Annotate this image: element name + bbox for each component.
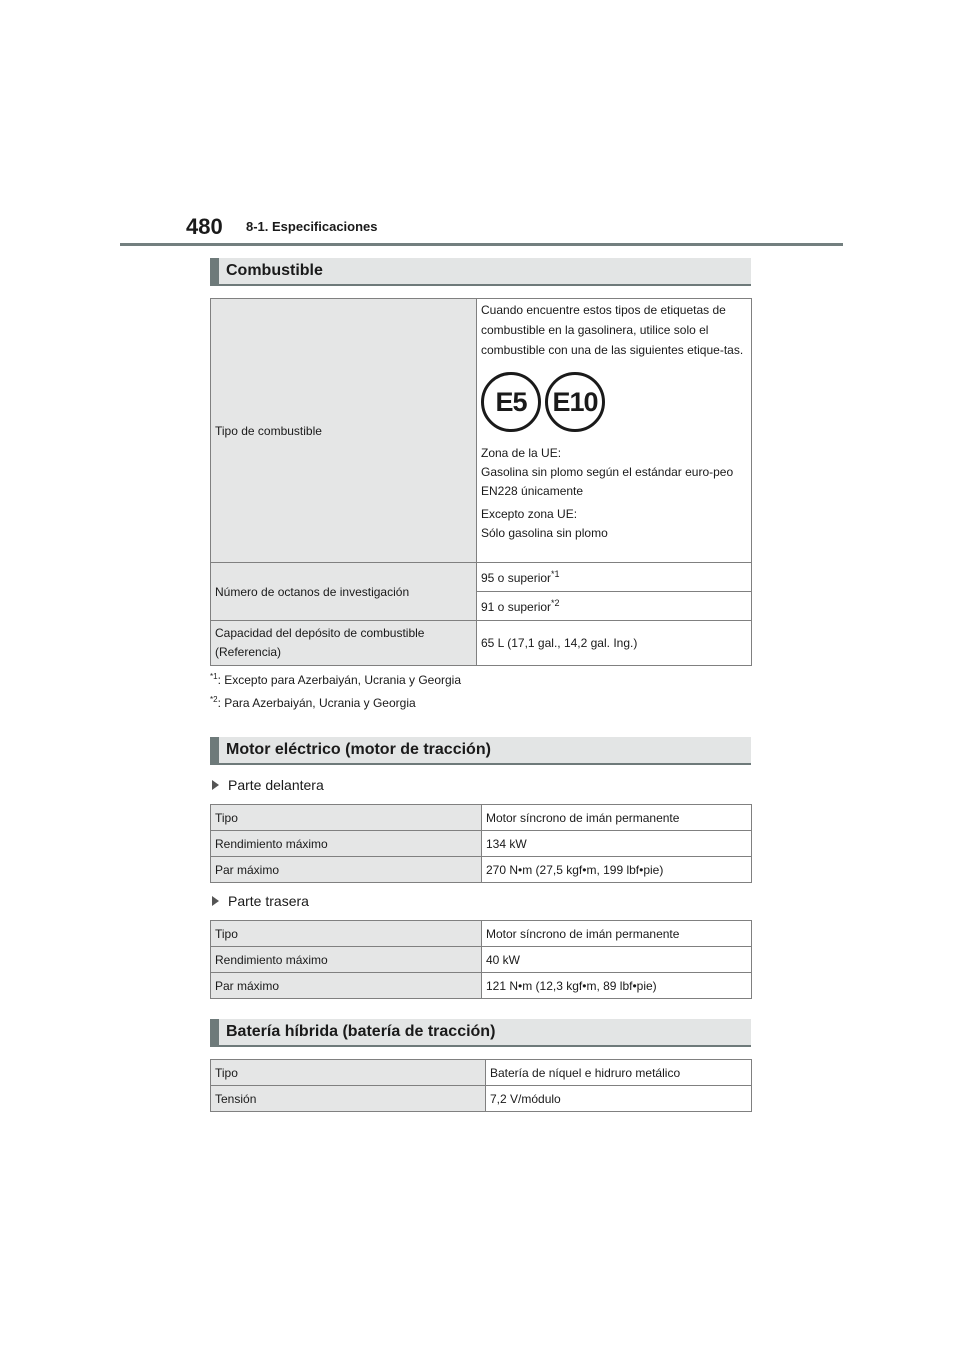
cell-value: 7,2 V/módulo [486, 1086, 752, 1112]
table-row [211, 947, 752, 973]
battery-table [210, 1059, 752, 1112]
eu-zone-text: Gasolina sin plomo según el estándar euro-peo EN228 únicamente [481, 465, 734, 498]
tank-capacity-label-line: Capacidad del depósito de combustible [215, 626, 425, 640]
tank-capacity-label-line: (Referencia) [215, 645, 282, 659]
table-row [211, 621, 752, 666]
table-row [211, 831, 752, 857]
non-eu-label: Excepto zona UE: [481, 507, 578, 521]
page-number: 480 [186, 214, 223, 239]
cell-label: Tipo [211, 1060, 486, 1086]
cell-value: 270 N•m (27,5 kgf•m, 199 lbf•pie) [482, 857, 752, 883]
table-row [211, 857, 752, 883]
footnote-1 [210, 672, 461, 687]
header-rule [120, 243, 843, 246]
cell-value: 134 kW [482, 831, 752, 857]
cell-value: Motor síncrono de imán permanente [482, 805, 752, 831]
cell-label: Tipo [211, 805, 482, 831]
section-title-motor: Motor eléctrico (motor de tracción) [226, 741, 491, 758]
footnote-mark: *2 [210, 695, 218, 704]
octane-value-text: 91 o superior [481, 600, 552, 614]
table-row [211, 1086, 752, 1112]
footnote-text: : Para Azerbaiyán, Ucrania y Georgia [217, 696, 416, 710]
section-heading-fuel [210, 258, 751, 286]
chapter-title: 8-1. Especificaciones [246, 219, 378, 234]
table-row [211, 921, 752, 947]
front-motor-table [210, 804, 752, 883]
cell-label: Par máximo [211, 973, 482, 999]
cell-value: 40 kW [482, 947, 752, 973]
fuel-label-badges [481, 372, 747, 432]
cell-label: Tensión [211, 1086, 486, 1112]
cell-label: Rendimiento máximo [211, 947, 482, 973]
fuel-intro-text: Cuando encuentre estos tipos de etiquetas de combustible en la gasolinera, utilice solo el combustible con una de las siguientes etique-tas. [481, 303, 744, 357]
octane-value-2 [477, 592, 752, 621]
fuel-table [210, 298, 752, 666]
subheading-text: Parte trasera [228, 893, 309, 909]
subheading-rear [212, 893, 309, 909]
rear-motor-table [210, 920, 752, 999]
section-heading-battery [210, 1019, 751, 1047]
e5-fuel-label-icon: E5 [481, 372, 541, 432]
cell-label: Rendimiento máximo [211, 831, 482, 857]
section-heading-motor [210, 737, 751, 765]
octane-value-1 [477, 563, 752, 592]
fuel-type-label: Tipo de combustible [211, 299, 477, 563]
footnote-text: : Excepto para Azerbaiyán, Ucrania y Georgia [217, 673, 462, 687]
footnote-mark: *1 [210, 672, 218, 681]
triangle-bullet-icon [212, 896, 219, 906]
e10-fuel-label-icon: E10 [545, 372, 605, 432]
section-title-battery: Batería híbrida (batería de tracción) [226, 1023, 496, 1040]
cell-label: Par máximo [211, 857, 482, 883]
tank-capacity-label [211, 621, 477, 666]
tank-capacity-value: 65 L (17,1 gal., 14,2 gal. Ing.) [477, 621, 752, 666]
cell-value: Motor síncrono de imán permanente [482, 921, 752, 947]
eu-zone-label: Zona de la UE: [481, 446, 562, 460]
table-row [211, 1060, 752, 1086]
table-row [211, 563, 752, 592]
cell-value: Batería de níquel e hidruro metálico [486, 1060, 752, 1086]
triangle-bullet-icon [212, 780, 219, 790]
table-row [211, 805, 752, 831]
section-title-fuel: Combustible [226, 262, 323, 279]
footnote-2 [210, 695, 416, 710]
cell-value: 121 N•m (12,3 kgf•m, 89 lbf•pie) [482, 973, 752, 999]
non-eu-text: Sólo gasolina sin plomo [481, 526, 608, 540]
octane-label: Número de octanos de investigación [211, 563, 477, 621]
table-row [211, 973, 752, 999]
footnote-ref: *1 [551, 569, 560, 579]
cell-label: Tipo [211, 921, 482, 947]
subheading-text: Parte delantera [228, 777, 324, 793]
subheading-front [212, 777, 324, 793]
table-row [211, 299, 752, 563]
fuel-type-value [477, 299, 752, 563]
footnote-ref: *2 [551, 598, 560, 608]
octane-value-text: 95 o superior [481, 571, 552, 585]
